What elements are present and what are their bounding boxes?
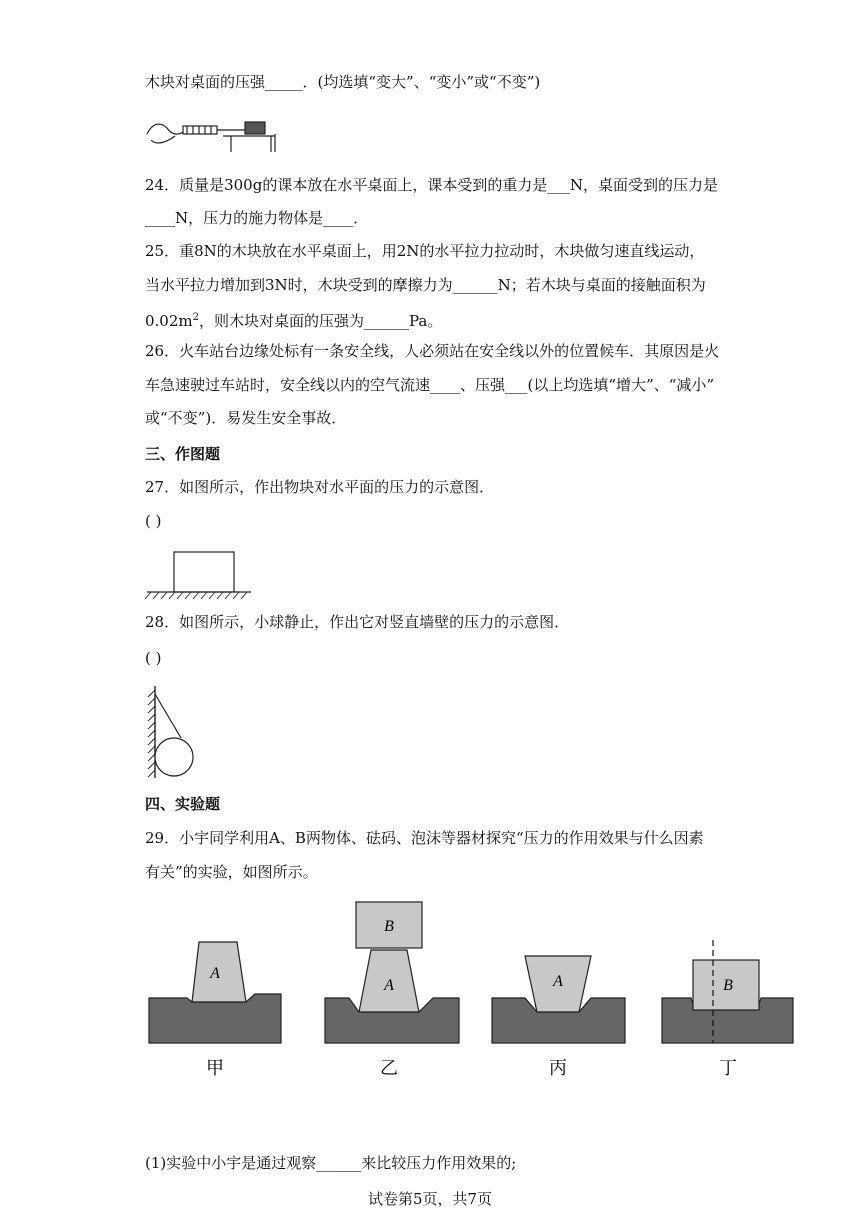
panel-yi	[325, 902, 459, 1043]
block-b-label-yi: B	[384, 918, 394, 935]
panel-jia	[149, 942, 281, 1043]
question-25-line1: 25．重8N的木块放在水平桌面上，用2N的水平拉力拉动时，木块做匀速直线运动，	[145, 242, 705, 260]
question-25-tail: ，则木块对桌面的压强为______Pa。	[199, 312, 443, 330]
question-26-line3: 或“不变”)．易发生安全事故．	[145, 409, 347, 427]
block-a-label-yi: A	[384, 977, 394, 994]
page-footer: 试卷第5页，共7页	[367, 1190, 493, 1208]
question-24-line2: ____N，压力的施力物体是____．	[145, 209, 369, 227]
question-29-part1: (1)实验中小宇是通过观察______来比较压力作用效果的;	[145, 1154, 517, 1172]
question-26-line2: 车急速驶过车站时，安全线以内的空气流速____、压强___(以上均选填“增大”、“减小”	[145, 376, 715, 394]
question-23-tail: 木块对桌面的压强_____．(均选填“变大”、“变小”或“不变”)	[145, 73, 541, 91]
caption-bing: 丙	[549, 1058, 567, 1079]
panel-bing	[492, 956, 625, 1043]
caption-yi: 乙	[380, 1058, 398, 1079]
question-29-line1: 29．小宇同学利用A、B两物体、砝码、泡沫等器材探究“压力的作用效果与什么因素	[145, 829, 704, 847]
section-4-heading: 四、实验题	[145, 795, 221, 813]
question-25-line3	[145, 308, 442, 331]
experiment-figure	[145, 898, 805, 1078]
block-a-label-bing: A	[553, 973, 563, 990]
caption-ding: 丁	[719, 1058, 737, 1079]
section-3-heading: 三、作图题	[145, 445, 221, 463]
spring-scale-figure	[145, 112, 285, 152]
question-28-answer-blank: ( )	[145, 649, 162, 667]
question-25-line2: 当水平拉力增加到3N时，木块受到的摩擦力为______N；若木块与桌面的接触面积为	[145, 276, 706, 294]
caption-jia: 甲	[206, 1058, 224, 1079]
block-on-ground-figure	[145, 550, 255, 600]
question-27-answer-blank: ( )	[145, 512, 162, 530]
question-29-line2: 有关”的实验，如图所示。	[145, 863, 318, 881]
area-exponent: 2	[192, 312, 199, 323]
panel-ding	[662, 940, 793, 1043]
question-27: 27．如图所示，作出物块对水平面的压力的示意图．	[145, 478, 495, 496]
block-b-label-ding: B	[723, 977, 733, 994]
question-26-line1: 26．火车站台边缘处标有一条安全线，人必须站在安全线以外的位置候车．其原因是火	[145, 342, 720, 360]
question-24-line1: 24．质量是300g的课本放在水平桌面上，课本受到的重力是___N，桌面受到的压力是	[145, 176, 718, 194]
area-value: 0.02m	[145, 312, 193, 330]
block-a-label-jia: A	[210, 965, 220, 982]
ball-wall-figure	[145, 684, 205, 780]
question-28: 28．如图所示，小球静止，作出它对竖直墙壁的压力的示意图．	[145, 613, 570, 631]
